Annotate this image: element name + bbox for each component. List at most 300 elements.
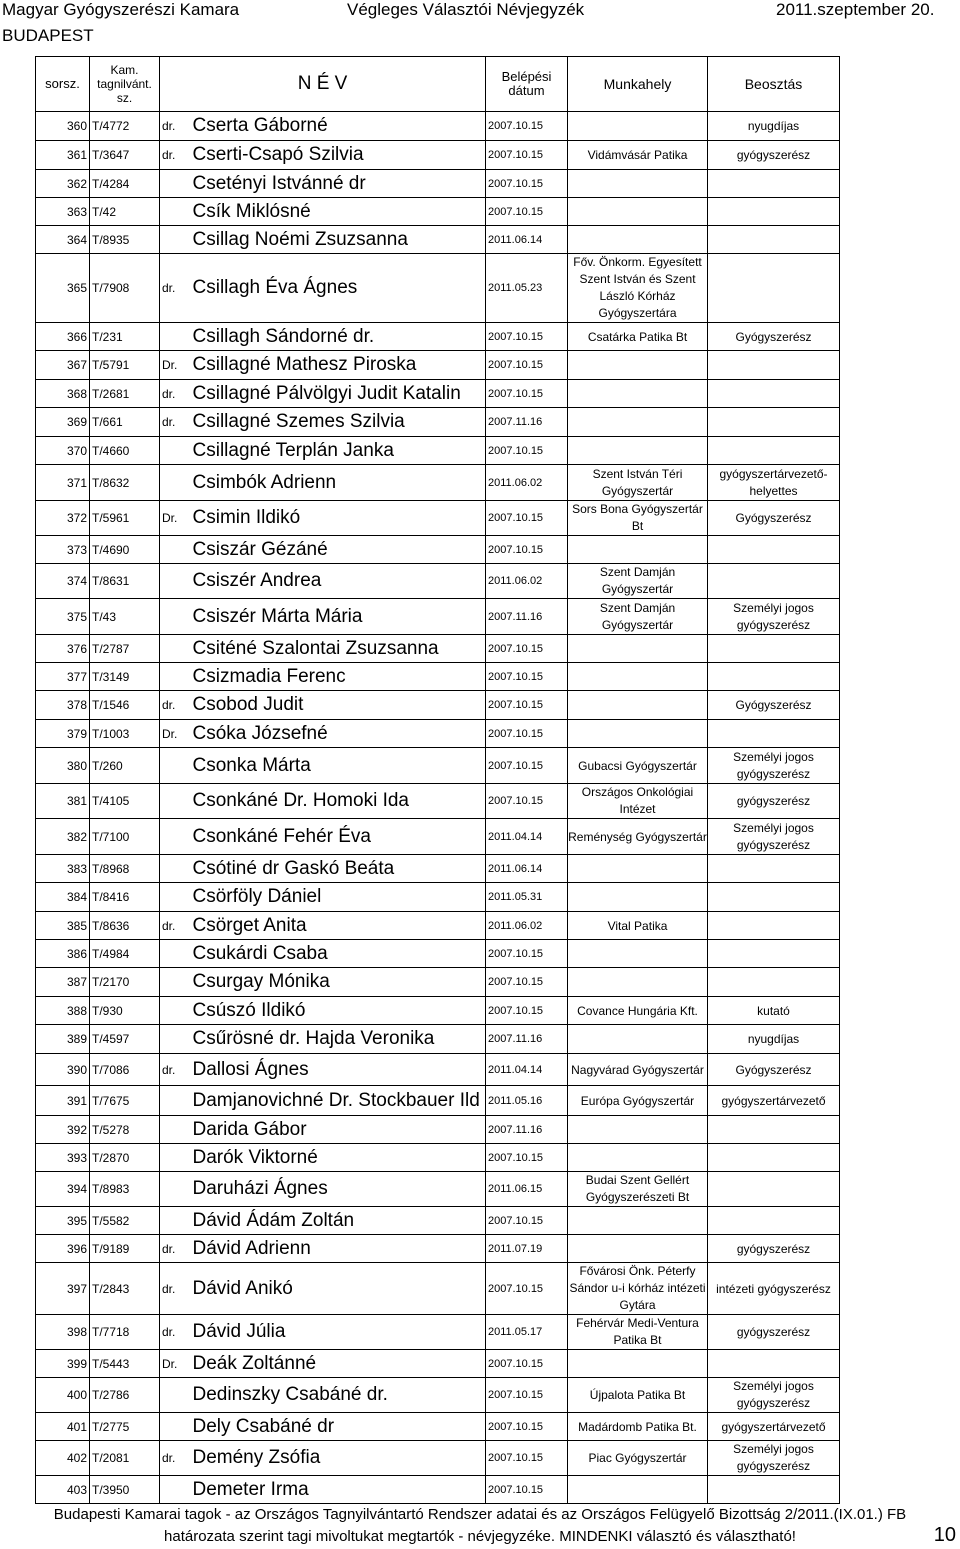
- workplace: [568, 1144, 708, 1172]
- member-name: Csukárdi Csaba: [191, 940, 486, 968]
- member-id: T/4105: [90, 784, 160, 819]
- table-row: [36, 599, 840, 635]
- title-prefix: [160, 748, 191, 784]
- table-row: [36, 997, 840, 1025]
- title-prefix: [160, 536, 191, 564]
- table-header-row: [36, 57, 840, 112]
- member-id: T/8631: [90, 564, 160, 599]
- table-row: [36, 1263, 840, 1315]
- workplace: Covance Hungária Kft.: [568, 997, 708, 1025]
- title-prefix: dr.: [160, 1315, 191, 1350]
- member-name: Csűrösné dr. Hajda Veronika: [191, 1025, 486, 1054]
- table-row: [36, 1054, 840, 1086]
- workplace: [568, 635, 708, 663]
- member-name: Csonkáné Fehér Éva: [191, 819, 486, 855]
- member-id: T/7718: [90, 1315, 160, 1350]
- member-id: T/1003: [90, 720, 160, 748]
- workplace: [568, 691, 708, 720]
- title-prefix: [160, 1025, 191, 1054]
- member-id: T/8935: [90, 226, 160, 254]
- col-header-kam: Kam. tagnilvánt. sz.: [90, 57, 160, 112]
- member-name: Csík Miklósné: [191, 198, 486, 226]
- member-name: Dedinszky Csabáné dr.: [191, 1378, 486, 1413]
- title-prefix: [160, 170, 191, 198]
- col-header-no: sorsz.: [36, 57, 90, 112]
- table-row: [36, 501, 840, 536]
- member-name: Csillagné Terplán Janka: [191, 437, 486, 465]
- workplace: [568, 198, 708, 226]
- member-name: Csillag Noémi Zsuzsanna: [191, 226, 486, 254]
- join-date: 2007.10.15: [486, 1378, 568, 1413]
- member-name: Csetényi Istvánné dr: [191, 170, 486, 198]
- row-number: 391: [36, 1086, 90, 1116]
- member-name: Dely Csabáné dr: [191, 1413, 486, 1441]
- title-prefix: [160, 855, 191, 883]
- member-id: T/8983: [90, 1172, 160, 1207]
- workplace: [568, 855, 708, 883]
- member-name: Csóka Józsefné: [191, 720, 486, 748]
- member-name: Csiszér Márta Mária: [191, 599, 486, 635]
- workplace: [568, 380, 708, 408]
- member-name: Dávid Adrienn: [191, 1235, 486, 1263]
- member-name: Cserta Gáborné: [191, 112, 486, 141]
- table-row: [36, 323, 840, 351]
- workplace: Vidámvásár Patika: [568, 141, 708, 170]
- member-name: Csiszár Gézáné: [191, 536, 486, 564]
- title-prefix: [160, 1172, 191, 1207]
- workplace: Szent István Téri Gyógyszertár: [568, 465, 708, 501]
- position: kutató: [708, 997, 840, 1025]
- member-id: T/8968: [90, 855, 160, 883]
- join-date: 2011.05.16: [486, 1086, 568, 1116]
- join-date: 2007.10.15: [486, 1350, 568, 1378]
- position: [708, 940, 840, 968]
- title-prefix: [160, 883, 191, 912]
- member-name: Csimbók Adrienn: [191, 465, 486, 501]
- join-date: 2011.06.15: [486, 1172, 568, 1207]
- join-date: 2007.10.15: [486, 112, 568, 141]
- title-prefix: [160, 1086, 191, 1116]
- title-prefix: [160, 226, 191, 254]
- member-name: Csonkáné Dr. Homoki Ida: [191, 784, 486, 819]
- member-name: Dávid Ádám Zoltán: [191, 1207, 486, 1235]
- position: gyógyszertárvezető-helyettes: [708, 465, 840, 501]
- member-name: Deák Zoltánné: [191, 1350, 486, 1378]
- member-name: Csurgay Mónika: [191, 968, 486, 997]
- workplace: Főv. Önkorm. Egyesített Szent István és Szent László Kórház Gyógyszertára: [568, 254, 708, 323]
- row-number: 378: [36, 691, 90, 720]
- join-date: 2007.10.15: [486, 940, 568, 968]
- table-row: [36, 170, 840, 198]
- org-city: BUDAPEST: [2, 26, 94, 45]
- join-date: 2011.04.14: [486, 819, 568, 855]
- position: gyógyszerész: [708, 1235, 840, 1263]
- title-prefix: [160, 1144, 191, 1172]
- member-name: Csillagné Mathesz Piroska: [191, 351, 486, 380]
- member-name: Darida Gábor: [191, 1116, 486, 1144]
- table-row: [36, 1172, 840, 1207]
- table-row: [36, 663, 840, 691]
- member-id: T/5961: [90, 501, 160, 536]
- title-prefix: dr.: [160, 141, 191, 170]
- workplace: Reménység Gyógyszertár: [568, 819, 708, 855]
- join-date: 2007.10.15: [486, 1144, 568, 1172]
- col-header-work: Munkahely: [568, 57, 708, 112]
- member-id: T/7908: [90, 254, 160, 323]
- row-number: 397: [36, 1263, 90, 1315]
- workplace: [568, 1116, 708, 1144]
- table-body: [36, 112, 840, 1504]
- member-id: T/2787: [90, 635, 160, 663]
- title-prefix: [160, 968, 191, 997]
- member-name: Csillagné Pálvölgyi Judit Katalin: [191, 380, 486, 408]
- position: [708, 1116, 840, 1144]
- member-id: T/3950: [90, 1476, 160, 1504]
- member-id: T/42: [90, 198, 160, 226]
- position: [708, 968, 840, 997]
- join-date: 2007.10.15: [486, 635, 568, 663]
- title-prefix: Dr.: [160, 720, 191, 748]
- member-id: T/4660: [90, 437, 160, 465]
- row-number: 370: [36, 437, 90, 465]
- position: Gyógyszerész: [708, 691, 840, 720]
- member-name: Csiténé Szalontai Zsuzsanna: [191, 635, 486, 663]
- row-number: 383: [36, 855, 90, 883]
- member-name: Demeter Irma: [191, 1476, 486, 1504]
- join-date: 2007.10.15: [486, 351, 568, 380]
- member-id: T/2843: [90, 1263, 160, 1315]
- title-prefix: Dr.: [160, 351, 191, 380]
- title-prefix: Dr.: [160, 501, 191, 536]
- join-date: 2011.06.02: [486, 564, 568, 599]
- position: Gyógyszerész: [708, 1054, 840, 1086]
- table-row: [36, 1207, 840, 1235]
- join-date: 2007.10.15: [486, 536, 568, 564]
- row-number: 390: [36, 1054, 90, 1086]
- workplace: [568, 720, 708, 748]
- position: [708, 380, 840, 408]
- member-id: T/8416: [90, 883, 160, 912]
- join-date: 2011.05.31: [486, 883, 568, 912]
- join-date: 2007.10.15: [486, 691, 568, 720]
- title-prefix: Dr.: [160, 1350, 191, 1378]
- workplace: Fővárosi Önk. Péterfy Sándor u-i kórház intézeti Gytára: [568, 1263, 708, 1315]
- join-date: 2011.07.19: [486, 1235, 568, 1263]
- row-number: 398: [36, 1315, 90, 1350]
- row-number: 360: [36, 112, 90, 141]
- position: [708, 1144, 840, 1172]
- table-row: [36, 784, 840, 819]
- join-date: 2007.10.15: [486, 968, 568, 997]
- workplace: [568, 536, 708, 564]
- position: [708, 855, 840, 883]
- row-number: 394: [36, 1172, 90, 1207]
- table-row: [36, 748, 840, 784]
- join-date: 2011.05.23: [486, 254, 568, 323]
- row-number: 377: [36, 663, 90, 691]
- table-row: [36, 1144, 840, 1172]
- member-id: T/4984: [90, 940, 160, 968]
- position: gyógyszerész: [708, 784, 840, 819]
- row-number: 381: [36, 784, 90, 819]
- join-date: 2007.10.15: [486, 323, 568, 351]
- join-date: 2007.11.16: [486, 1025, 568, 1054]
- member-name: Csonka Márta: [191, 748, 486, 784]
- table-row: [36, 1025, 840, 1054]
- table-row: [36, 940, 840, 968]
- row-number: 361: [36, 141, 90, 170]
- row-number: 385: [36, 912, 90, 940]
- member-id: T/8632: [90, 465, 160, 501]
- position: Személyi jogos gyógyszerész: [708, 1441, 840, 1476]
- position: [708, 1172, 840, 1207]
- position: gyógyszertárvezető: [708, 1086, 840, 1116]
- row-number: 395: [36, 1207, 90, 1235]
- title-prefix: [160, 997, 191, 1025]
- table-row: [36, 254, 840, 323]
- title-prefix: [160, 635, 191, 663]
- position: [708, 912, 840, 940]
- row-number: 393: [36, 1144, 90, 1172]
- table-row: [36, 691, 840, 720]
- title-prefix: dr.: [160, 691, 191, 720]
- position: gyógyszerész: [708, 1315, 840, 1350]
- position: nyugdíjas: [708, 1025, 840, 1054]
- title-prefix: [160, 465, 191, 501]
- position: [708, 1207, 840, 1235]
- join-date: 2007.10.15: [486, 1476, 568, 1504]
- workplace: [568, 351, 708, 380]
- org-name: Magyar Gyógyszerészi Kamara: [2, 0, 240, 19]
- table-row: [36, 1350, 840, 1378]
- member-name: Csótiné dr Gaskó Beáta: [191, 855, 486, 883]
- position: [708, 720, 840, 748]
- footer-line-2: határozata szerint tagi mivoltukat megtartók - névjegyzéke. MINDENKI választó és választható!: [164, 1528, 796, 1545]
- member-name: Damjanovichné Dr. Stockbauer Ild: [191, 1086, 486, 1116]
- workplace: Újpalota Patika Bt: [568, 1378, 708, 1413]
- join-date: 2007.10.15: [486, 198, 568, 226]
- title-prefix: [160, 1116, 191, 1144]
- workplace: [568, 408, 708, 437]
- position: [708, 351, 840, 380]
- table-row: [36, 1441, 840, 1476]
- position: [708, 635, 840, 663]
- voter-register-table: [35, 56, 840, 1504]
- join-date: 2007.10.15: [486, 141, 568, 170]
- row-number: 369: [36, 408, 90, 437]
- member-id: T/2170: [90, 968, 160, 997]
- position: [708, 883, 840, 912]
- workplace: Vital Patika: [568, 912, 708, 940]
- member-name: Daruházi Ágnes: [191, 1172, 486, 1207]
- join-date: 2007.10.15: [486, 663, 568, 691]
- member-id: T/43: [90, 599, 160, 635]
- join-date: 2007.10.15: [486, 1207, 568, 1235]
- row-number: 362: [36, 170, 90, 198]
- member-id: T/5443: [90, 1350, 160, 1378]
- title-prefix: [160, 599, 191, 635]
- position: Gyógyszerész: [708, 323, 840, 351]
- join-date: 2007.10.15: [486, 501, 568, 536]
- member-id: T/4284: [90, 170, 160, 198]
- title-prefix: [160, 564, 191, 599]
- member-name: Dávid Júlia: [191, 1315, 486, 1350]
- title-prefix: dr.: [160, 1235, 191, 1263]
- member-name: Csillagh Éva Ágnes: [191, 254, 486, 323]
- workplace: [568, 437, 708, 465]
- join-date: 2007.11.16: [486, 599, 568, 635]
- row-number: 380: [36, 748, 90, 784]
- position: [708, 1476, 840, 1504]
- member-id: T/231: [90, 323, 160, 351]
- row-number: 365: [36, 254, 90, 323]
- row-number: 403: [36, 1476, 90, 1504]
- position: Személyi jogos gyógyszerész: [708, 748, 840, 784]
- workplace: [568, 1207, 708, 1235]
- join-date: 2011.06.14: [486, 226, 568, 254]
- member-name: Dallosi Ágnes: [191, 1054, 486, 1086]
- workplace: [568, 940, 708, 968]
- row-number: 388: [36, 997, 90, 1025]
- position: [708, 437, 840, 465]
- workplace: Európa Gyógyszertár: [568, 1086, 708, 1116]
- join-date: 2011.06.14: [486, 855, 568, 883]
- member-id: T/930: [90, 997, 160, 1025]
- title-prefix: [160, 437, 191, 465]
- table-row: [36, 112, 840, 141]
- member-id: T/5278: [90, 1116, 160, 1144]
- row-number: 372: [36, 501, 90, 536]
- row-number: 386: [36, 940, 90, 968]
- member-id: T/2786: [90, 1378, 160, 1413]
- title-prefix: [160, 784, 191, 819]
- table-row: [36, 883, 840, 912]
- position: [708, 198, 840, 226]
- table-row: [36, 141, 840, 170]
- workplace: [568, 112, 708, 141]
- join-date: 2007.11.16: [486, 1116, 568, 1144]
- col-header-name: N É V: [160, 57, 486, 112]
- position: [708, 663, 840, 691]
- join-date: 2011.06.02: [486, 465, 568, 501]
- join-date: 2011.04.14: [486, 1054, 568, 1086]
- table-row: [36, 437, 840, 465]
- member-name: Csúszó Ildikó: [191, 997, 486, 1025]
- workplace: [568, 1350, 708, 1378]
- row-number: 374: [36, 564, 90, 599]
- workplace: Budai Szent Gellért Gyógyszerészeti Bt: [568, 1172, 708, 1207]
- row-number: 399: [36, 1350, 90, 1378]
- position: [708, 254, 840, 323]
- table-row: [36, 1378, 840, 1413]
- position: Gyógyszerész: [708, 501, 840, 536]
- table-row: [36, 1086, 840, 1116]
- row-number: 366: [36, 323, 90, 351]
- workplace: Szent Damján Gyógyszertár: [568, 564, 708, 599]
- table-row: [36, 635, 840, 663]
- member-name: Csörget Anita: [191, 912, 486, 940]
- table-row: [36, 912, 840, 940]
- page-number: 10: [933, 1524, 956, 1546]
- row-number: 379: [36, 720, 90, 748]
- row-number: 396: [36, 1235, 90, 1263]
- member-name: Csimin Ildikó: [191, 501, 486, 536]
- row-number: 364: [36, 226, 90, 254]
- member-id: T/2775: [90, 1413, 160, 1441]
- table-row: [36, 380, 840, 408]
- join-date: 2007.10.15: [486, 1263, 568, 1315]
- table-row: [36, 408, 840, 437]
- position: gyógyszertárvezető: [708, 1413, 840, 1441]
- member-id: T/9189: [90, 1235, 160, 1263]
- member-name: Csobod Judit: [191, 691, 486, 720]
- col-header-date: Belépési dátum: [486, 57, 568, 112]
- join-date: 2007.10.15: [486, 380, 568, 408]
- table-row: [36, 226, 840, 254]
- title-prefix: [160, 1476, 191, 1504]
- workplace: [568, 226, 708, 254]
- document-title: Végleges Választói Névjegyzék: [347, 0, 585, 19]
- join-date: 2007.10.15: [486, 997, 568, 1025]
- workplace: Csatárka Patika Bt: [568, 323, 708, 351]
- member-id: T/8636: [90, 912, 160, 940]
- member-id: T/661: [90, 408, 160, 437]
- member-name: Csizmadia Ferenc: [191, 663, 486, 691]
- workplace: [568, 1476, 708, 1504]
- title-prefix: dr.: [160, 112, 191, 141]
- table-row: [36, 1116, 840, 1144]
- title-prefix: dr.: [160, 1263, 191, 1315]
- table-row: [36, 968, 840, 997]
- title-prefix: [160, 663, 191, 691]
- footer-line-1: Budapesti Kamarai tagok - az Országos Tagnyilvántartó Rendszer adatai és az Országos Felügyelő Bizottság 2/2011.(IX.01.) FB: [53, 1506, 907, 1523]
- table-row: [36, 1413, 840, 1441]
- member-name: Demény Zsófia: [191, 1441, 486, 1476]
- join-date: 2007.10.15: [486, 437, 568, 465]
- position: Személyi jogos gyógyszerész: [708, 819, 840, 855]
- row-number: 373: [36, 536, 90, 564]
- title-prefix: [160, 1413, 191, 1441]
- join-date: 2007.10.15: [486, 1441, 568, 1476]
- member-id: T/5582: [90, 1207, 160, 1235]
- title-prefix: [160, 940, 191, 968]
- table-row: [36, 351, 840, 380]
- document-date: 2011.szeptember 20.: [776, 0, 935, 19]
- title-prefix: [160, 819, 191, 855]
- workplace: [568, 1025, 708, 1054]
- member-id: T/3149: [90, 663, 160, 691]
- table-row: [36, 819, 840, 855]
- title-prefix: dr.: [160, 1054, 191, 1086]
- member-id: T/260: [90, 748, 160, 784]
- join-date: 2007.10.15: [486, 784, 568, 819]
- table-row: [36, 1315, 840, 1350]
- workplace: Szent Damján Gyógyszertár: [568, 599, 708, 635]
- join-date: 2011.05.17: [486, 1315, 568, 1350]
- member-name: Csörföly Dániel: [191, 883, 486, 912]
- row-number: 387: [36, 968, 90, 997]
- join-date: 2007.10.15: [486, 720, 568, 748]
- workplace: Gubacsi Gyógyszertár: [568, 748, 708, 784]
- member-name: Csillagh Sándorné dr.: [191, 323, 486, 351]
- title-prefix: dr.: [160, 380, 191, 408]
- title-prefix: [160, 323, 191, 351]
- table-row: [36, 1235, 840, 1263]
- title-prefix: [160, 198, 191, 226]
- member-id: T/7100: [90, 819, 160, 855]
- join-date: 2011.06.02: [486, 912, 568, 940]
- position: [708, 564, 840, 599]
